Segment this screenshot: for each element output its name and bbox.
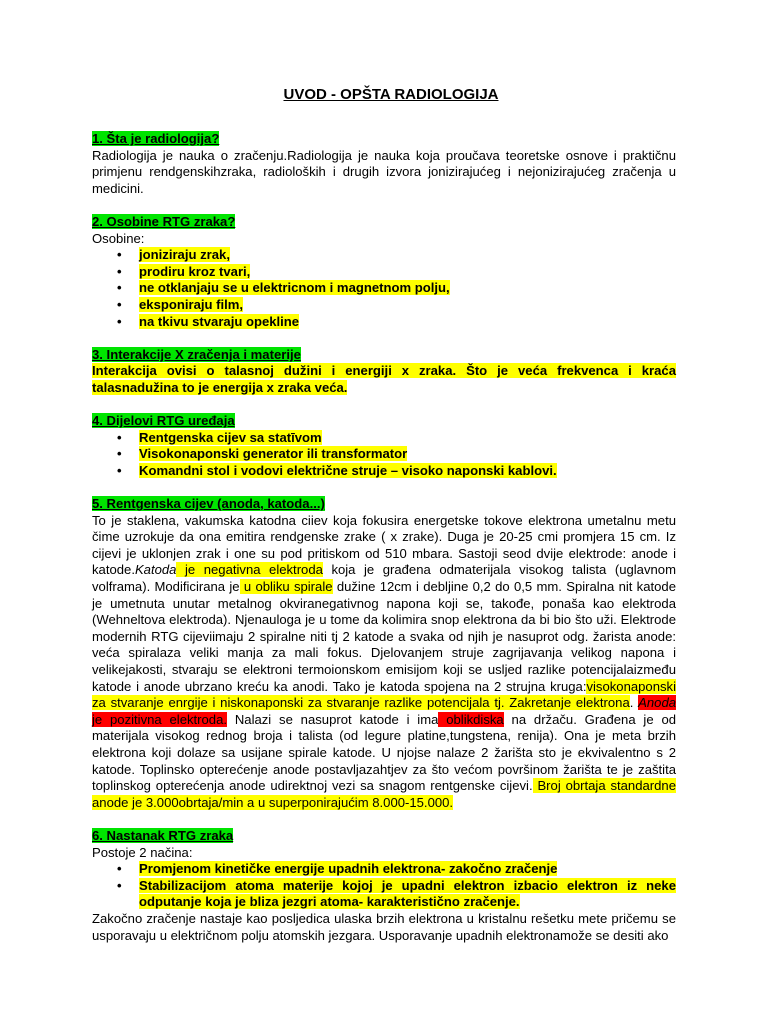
section-4 bbox=[92, 413, 676, 479]
list-item: • eksponiraju film, bbox=[117, 296, 244, 312]
list-item: • joniziraju zrak, bbox=[117, 247, 230, 263]
list-item: • Stabilizacijom atoma materije kojoj je upadni elektron izbacio elektron iz neke odputanje koja je bliza jezgri atoma- karakteristično zračenje. bbox=[117, 877, 676, 910]
section-heading: 3. Interakcije X zračenja i materije bbox=[92, 346, 301, 362]
section-text: Radiologija je nauka o zračenju.Radiologija je nauka koja proučava teoretske osnove i praktičnu primjenu rendgenskihzraka, radioloških i drugih izvora jonizirajućeg i nejonizirajućeg zračenja u medicini. bbox=[92, 147, 676, 196]
list-item: • Rentgenska cijev sa statīvom bbox=[117, 429, 322, 445]
bullet-icon: • bbox=[117, 877, 122, 893]
section-heading: 2. Osobine RTG zraka? bbox=[92, 213, 236, 229]
bullet-icon: • bbox=[117, 296, 122, 312]
bullet-icon: • bbox=[117, 313, 122, 329]
bullet-list bbox=[92, 247, 676, 330]
katoda-term: Katoda bbox=[134, 562, 177, 578]
section-text: To je staklena, vakumska katodna ciiev koja fokusira energetske tokove elektrona umetalnu metu čime uzrokuje da ona emitira rendgenske zrake ( x zrake). Duga je 20-25 cmi promjera 15 cm. Iz cijevi je uklonjen zrak i one su pod pritiskom od 510 mbara. Sastoji seod dvije elektrode: anode i katode.Katoda je negativna elektroda koja je građena odmaterijala visokog talista (uglavnom volframa). Modificirana je u obliku spirale dužine 12cm i debljine 0,2 do 0,5 mm. Spiralna nit katode je umetnuta unutar metalnog okviranegativnog napona koji se, takođe, ponaša kao elektroda (Wehneltova elektroda). Njenauloga je u tome da kolimira snop elektrona da bi bio što uži. Elektrode modernih RTG cijeviimaju 2 spiralne niti tj 2 katode a svaka od njih je nasuprot odg. žarista anode: veća spiralaza veliki manja za mali fokus. Djelovanjem struje zagrijavanja velikog napona i velikejakosti, stvaraju se elektroni termoionskom emisijom koji se usljed razlike potencijalaizmeđu katode i anode ubrzano kreću ka anodi. Tako je katoda spojena na 2 strujna kruga:visokonaponski za stvaranje enrgije i niskonaponski za stvaranje razlike potencijala tj. Zakretanje elektrona. Anoda je pozitivna elektroda. Nalazi se nasuprot katode i ima oblikdiska na držaču. Građena je od materijala visokog rednog broja i talista (od legure platine,tungstena, renija). Ona je meta brzih elektrona koji dolaze sa usijane spirale katode. U njojse nalaze 2 žarišta sto je ekvivalentno s 2 katode. Toplinsko opterećenje anode postavljazahtjev za što većom površinom žarišta te je zaštita toplinskog opterećenja anode udirektnoj vezi sa snagom rentgenske cijevi. Broj obrtaja standardne anode je 3.000obrtaja/min a u superponirajućim 8.000-15.000. bbox=[92, 512, 677, 810]
section-intro: Osobine: bbox=[92, 230, 145, 246]
section-heading: 4. Dijelovi RTG uređaja bbox=[92, 413, 235, 429]
oblik-highlight: oblikdiska bbox=[438, 711, 504, 727]
section-intro: Postoje 2 načina: bbox=[92, 844, 193, 860]
section-6 bbox=[92, 828, 676, 944]
list-item: • ne otklanjaju se u elektricnom i magnetnom polju, bbox=[117, 280, 450, 296]
bullet-icon: • bbox=[117, 429, 122, 445]
bullet-list bbox=[92, 861, 676, 911]
list-item: • Komandni stol i vodovi električne struje – visoko naponski kablovi. bbox=[117, 462, 557, 478]
document-content bbox=[92, 86, 676, 961]
section-text: Interakcija ovisi o talasnoj dužini i energiji x zraka. Što je veća frekvenca i kraća talasnadužina to je energija x zraka veća. bbox=[92, 363, 676, 395]
section-5 bbox=[92, 496, 676, 811]
section-heading: 1. Šta je radiologija? bbox=[92, 131, 220, 146]
section-3 bbox=[92, 347, 676, 397]
section-1 bbox=[92, 131, 676, 197]
section-2 bbox=[92, 214, 676, 330]
section-heading: 5. Rentgenska cijev (anoda, katoda...) bbox=[92, 496, 325, 512]
section-text: Zakočno zračenje nastaje kao posljedica ulaska brzih elektrona u kristalnu rešetku mete pričemu se usporavaju u električnom polju atomskih jezgara. Usporavanje upadnih elektronamože se desiti ako bbox=[92, 910, 676, 943]
bullet-icon: • bbox=[117, 861, 122, 877]
katoda-highlight: je negativna elektroda bbox=[176, 562, 323, 578]
spirale-highlight: u obliku spirale bbox=[239, 579, 333, 595]
list-item: • Promjenom kinetičke energije upadnih elektrona- zakočno zračenje bbox=[117, 861, 558, 877]
bullet-icon: • bbox=[117, 247, 122, 263]
list-item: • na tkivu stvaraju opekline bbox=[117, 313, 300, 329]
anoda-highlight: je pozitivna elektroda. bbox=[92, 711, 228, 727]
broj-highlight: Broj obrtaja standardne anode je 3.000obrtaja/min a u superponirajućim 8.000-15.000. bbox=[92, 778, 676, 810]
list-item: • Visokonaponski generator ili transformator bbox=[117, 446, 408, 462]
bullet-icon: • bbox=[117, 280, 122, 296]
bullet-icon: • bbox=[117, 462, 122, 478]
bullet-list bbox=[92, 430, 676, 480]
section-heading: 6. Nastanak RTG zraka bbox=[92, 827, 234, 843]
bullet-icon: • bbox=[117, 263, 122, 279]
anoda-term: Anoda bbox=[638, 695, 677, 711]
page-title: UVOD - OPŠTA RADIOLOGIJA bbox=[283, 86, 499, 103]
list-item: • prodiru kroz tvari, bbox=[117, 263, 251, 279]
krug-highlight: visokonaponski za stvaranje enrgije i niskonaponski za stvaranje razlike potencijala tj. Zakretanje elektrona bbox=[92, 678, 676, 711]
bullet-icon: • bbox=[117, 446, 122, 462]
